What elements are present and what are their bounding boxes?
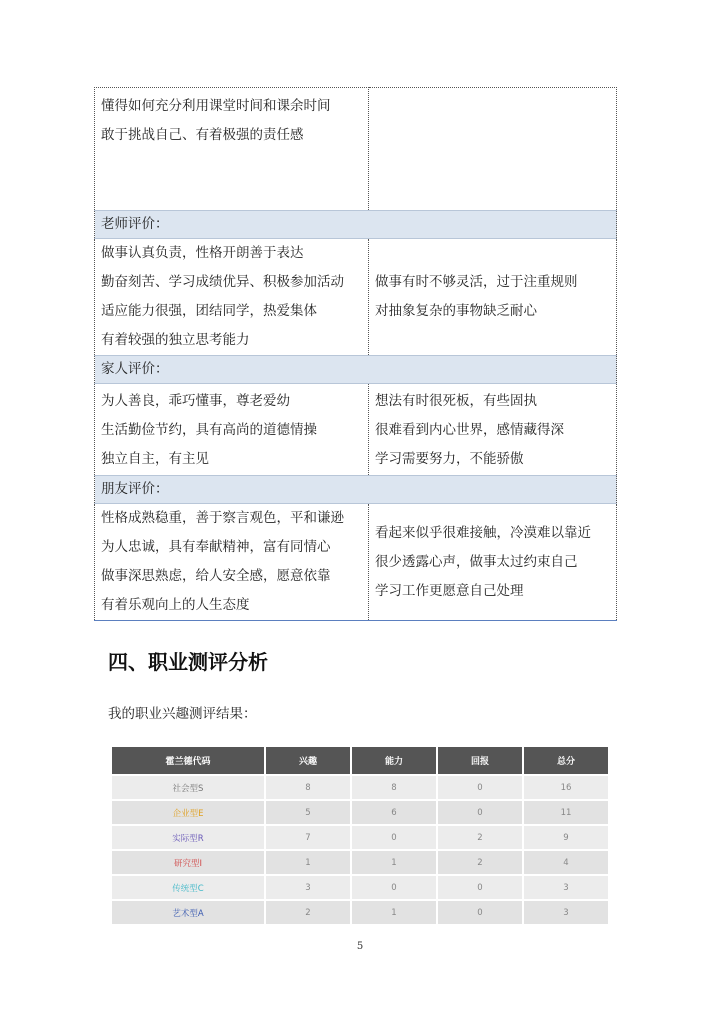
teacher-header-row — [95, 211, 617, 239]
weakness-line: 学习需要努力，不能骄傲 — [375, 451, 524, 467]
reward-cell: 0 — [438, 776, 522, 799]
column-header: 回报 — [438, 747, 522, 774]
table-row — [112, 851, 608, 874]
friends-strengths-cell — [95, 504, 369, 621]
family-eval-header: 家人评价： — [95, 356, 617, 384]
strength-line: 为人忠诚，具有奉献精神，富有同情心 — [101, 539, 331, 555]
section-title: 四、职业测评分析 — [108, 650, 268, 674]
weakness-line: 对抽象复杂的事物缺乏耐心 — [375, 303, 537, 319]
strength-line: 有着乐观向上的人生态度 — [101, 597, 250, 613]
weakness-line: 学习工作更愿意自己处理 — [375, 582, 524, 599]
total-cell: 9 — [524, 826, 608, 849]
interest-cell: 1 — [266, 851, 350, 874]
ability-cell: 0 — [352, 876, 436, 899]
section-intro: 我的职业兴趣测评结果： — [108, 706, 257, 722]
strength-line: 敢于挑战自己、有着极强的责任感 — [101, 127, 304, 143]
reward-cell: 0 — [438, 901, 522, 924]
strength-line: 懂得如何充分利用课堂时间和课余时间 — [101, 98, 331, 114]
strength-line: 性格成熟稳重，善于察言观色，平和谦逊 — [101, 510, 344, 526]
family-eval-row — [95, 384, 617, 476]
holland-type-cell: 企业型E — [112, 801, 264, 824]
teacher-eval-header: 老师评价： — [95, 211, 617, 239]
friends-header-row — [95, 476, 617, 504]
table-row — [112, 826, 608, 849]
interest-cell: 5 — [266, 801, 350, 824]
self-eval-row — [95, 88, 617, 211]
column-header: 能力 — [352, 747, 436, 774]
weakness-line: 想法有时很死板，有些固执 — [375, 393, 537, 409]
total-cell: 16 — [524, 776, 608, 799]
total-cell: 4 — [524, 851, 608, 874]
teacher-eval-row — [95, 239, 617, 356]
holland-type-cell: 社会型S — [112, 776, 264, 799]
friends-eval-row — [95, 504, 617, 621]
strength-line: 勤奋刻苦、学习成绩优异、积极参加活动 — [101, 274, 344, 290]
friends-weaknesses-cell — [369, 504, 617, 621]
ability-cell: 0 — [352, 826, 436, 849]
holland-type-cell: 传统型C — [112, 876, 264, 899]
ability-cell: 1 — [352, 901, 436, 924]
holland-results-table — [110, 745, 610, 926]
self-weaknesses-cell — [369, 88, 617, 211]
strength-line: 适应能力很强，团结同学，热爱集体 — [101, 303, 317, 319]
friends-eval-header: 朋友评价： — [95, 476, 617, 504]
holland-type-cell: 研究型I — [112, 851, 264, 874]
reward-cell: 2 — [438, 851, 522, 874]
total-cell: 3 — [524, 876, 608, 899]
family-header-row — [95, 356, 617, 384]
strength-line: 做事认真负责，性格开朗善于表达 — [101, 245, 304, 261]
interest-cell: 7 — [266, 826, 350, 849]
weakness-line: 很难看到内心世界，感情藏得深 — [375, 422, 564, 438]
strength-line: 做事深思熟虑，给人安全感，愿意依靠 — [101, 568, 331, 584]
table-row — [112, 776, 608, 799]
weakness-line: 做事有时不够灵活，过于注重规则 — [375, 274, 578, 290]
strength-line: 有着较强的独立思考能力 — [101, 332, 250, 348]
holland-type-cell: 艺术型A — [112, 901, 264, 924]
family-weaknesses-cell — [369, 384, 617, 476]
reward-cell: 0 — [438, 876, 522, 899]
interest-cell: 3 — [266, 876, 350, 899]
table-row — [112, 901, 608, 924]
reward-cell: 0 — [438, 801, 522, 824]
page-number: 5 — [356, 941, 364, 952]
strength-line: 为人善良，乖巧懂事，尊老爱幼 — [101, 393, 290, 409]
table-row — [112, 801, 608, 824]
column-header: 总分 — [524, 747, 608, 774]
column-header: 霍兰德代码 — [112, 747, 264, 774]
table-header-row — [112, 747, 608, 774]
weakness-line: 很少透露心声，做事太过约束自己 — [375, 553, 578, 570]
self-strengths-cell — [95, 88, 369, 211]
reward-cell: 2 — [438, 826, 522, 849]
total-cell: 3 — [524, 901, 608, 924]
ability-cell: 6 — [352, 801, 436, 824]
holland-type-cell: 实际型R — [112, 826, 264, 849]
strength-line: 独立自主，有主见 — [101, 451, 209, 467]
evaluation-table — [94, 87, 617, 621]
column-header: 兴趣 — [266, 747, 350, 774]
interest-cell: 8 — [266, 776, 350, 799]
ability-cell: 1 — [352, 851, 436, 874]
teacher-strengths-cell — [95, 239, 369, 356]
teacher-weaknesses-cell — [369, 239, 617, 356]
ability-cell: 8 — [352, 776, 436, 799]
family-strengths-cell — [95, 384, 369, 476]
weakness-line: 看起来似乎很难接触，冷漠难以靠近 — [375, 524, 591, 541]
total-cell: 11 — [524, 801, 608, 824]
table-row — [112, 876, 608, 899]
strength-line: 生活勤俭节约，具有高尚的道德情操 — [101, 422, 317, 438]
interest-cell: 2 — [266, 901, 350, 924]
